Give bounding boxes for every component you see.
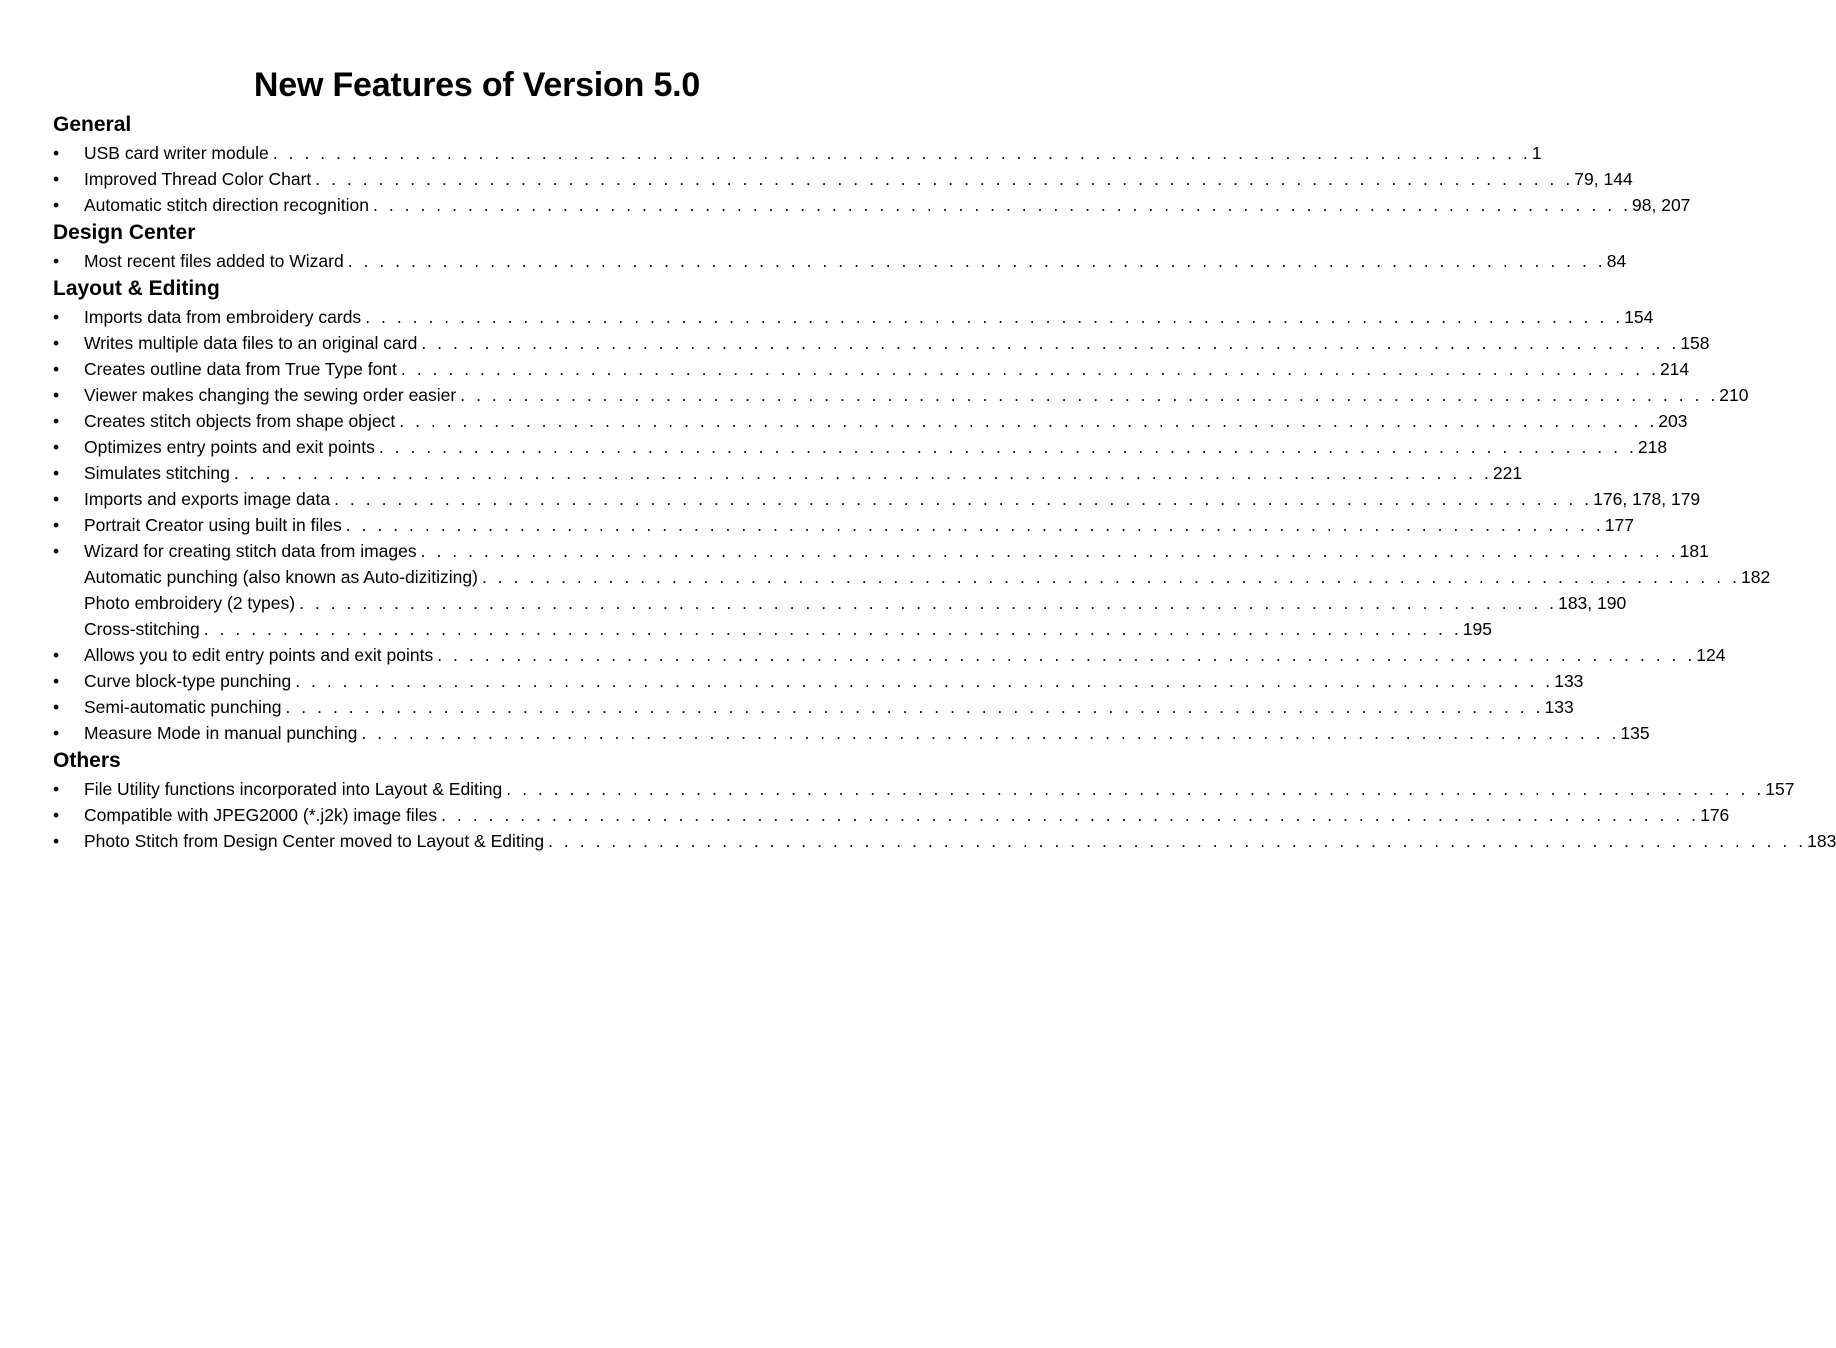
feature-label: Automatic punching (also known as Auto-dizitizing): [84, 564, 482, 590]
page-reference: 176, 178, 179: [1593, 489, 1701, 509]
dot-leader: . . . . . . . . . . . . . . . . . . . . . . . . . . . . . . . . . . . . . . . . . . . . . . . . . . . . . . . . . . . . . . . . . . . . . . . . . . . . . . . .: [345, 515, 1604, 535]
feature-label: Allows you to edit entry points and exit points: [84, 642, 437, 668]
bullet-icon: •: [53, 143, 60, 163]
dot-leader: . . . . . . . . . . . . . . . . . . . . . . . . . . . . . . . . . . . . . . . . . . . . . . . . . . . . . . . . . . . . . . . . . . . . . . . . . . . . . . . .: [203, 619, 1462, 639]
section: [53, 110, 1691, 218]
toc-entry-line: [84, 408, 1688, 434]
toc-entry-line: [84, 776, 1795, 802]
page-reference: 158: [1680, 333, 1710, 353]
feature-label: Cross-stitching: [84, 616, 204, 642]
page-reference: 181: [1679, 541, 1709, 561]
toc-entry: [53, 434, 1668, 460]
section: [53, 274, 1771, 746]
bullet-icon: •: [53, 831, 60, 851]
toc-entry: [53, 248, 1627, 274]
section: [53, 746, 1836, 854]
bullet-icon: •: [53, 169, 60, 189]
section: [53, 218, 1627, 274]
toc-entry: [53, 720, 1650, 746]
feature-label: Automatic stitch direction recognition: [84, 192, 373, 218]
bullet-icon: •: [53, 195, 60, 215]
dot-leader: . . . . . . . . . . . . . . . . . . . . . . . . . . . . . . . . . . . . . . . . . . . . . . . . . . . . . . . . . . . . . . . . . . . . . . . . . . . . . . . .: [420, 541, 1679, 561]
page-reference: 183: [1807, 831, 1836, 851]
toc-entry: [53, 694, 1574, 720]
feature-label: Improved Thread Color Chart: [84, 166, 315, 192]
page-reference: 124: [1696, 645, 1726, 665]
bullet-icon: •: [53, 515, 60, 535]
feature-label: Imports data from embroidery cards: [84, 304, 365, 330]
feature-label: Measure Mode in manual punching: [84, 720, 361, 746]
toc-entry-line: [84, 460, 1523, 486]
toc-entry: [53, 382, 1749, 408]
page-reference: 133: [1544, 697, 1574, 717]
toc-entry: [53, 460, 1523, 486]
dot-leader: . . . . . . . . . . . . . . . . . . . . . . . . . . . . . . . . . . . . . . . . . . . . . . . . . . . . . . . . . . . . . . . . . . . . . . . . . . . . . . . .: [481, 567, 1740, 587]
toc-entry-line: [84, 828, 1836, 854]
toc-entry-line: [84, 590, 1627, 616]
feature-label: Compatible with JPEG2000 (*.j2k) image files: [84, 802, 441, 828]
feature-label: USB card writer module: [84, 140, 273, 166]
dot-leader: . . . . . . . . . . . . . . . . . . . . . . . . . . . . . . . . . . . . . . . . . . . . . . . . . . . . . . . . . . . . . . . . . . . . . . . . . . . . . . . .: [365, 307, 1624, 327]
toc-entry-line: [84, 694, 1574, 720]
bullet-icon: •: [53, 333, 60, 353]
toc-entry: [53, 802, 1730, 828]
toc-entry-line: [84, 382, 1749, 408]
page-reference: 133: [1554, 671, 1584, 691]
bullet-icon: •: [53, 671, 60, 691]
toc-entry-line: [84, 304, 1654, 330]
feature-label: Semi-automatic punching: [84, 694, 285, 720]
toc-entry-line: [84, 486, 1701, 512]
bullet-icon: •: [53, 805, 60, 825]
bullet-icon: •: [53, 541, 60, 561]
feature-list: [53, 110, 1836, 854]
bullet-icon: •: [53, 411, 60, 431]
toc-entry: [53, 616, 1492, 642]
bullet-icon: •: [53, 463, 60, 483]
toc-entry-line: [84, 140, 1542, 166]
toc-entry: [53, 192, 1691, 218]
bullet-icon: •: [53, 437, 60, 457]
bullet-icon: •: [53, 307, 60, 327]
toc-entry-line: [84, 330, 1710, 356]
bullet-icon: •: [53, 251, 60, 271]
dot-leader: . . . . . . . . . . . . . . . . . . . . . . . . . . . . . . . . . . . . . . . . . . . . . . . . . . . . . . . . . . . . . . . . . . . . . . . . . . . . . . . .: [548, 831, 1807, 851]
dot-leader: . . . . . . . . . . . . . . . . . . . . . . . . . . . . . . . . . . . . . . . . . . . . . . . . . . . . . . . . . . . . . . . . . . . . . . . . . . . . . . . .: [315, 169, 1574, 189]
dot-leader: . . . . . . . . . . . . . . . . . . . . . . . . . . . . . . . . . . . . . . . . . . . . . . . . . . . . . . . . . . . . . . . . . . . . . . . . . . . . . . . .: [460, 385, 1719, 405]
toc-entry: [53, 166, 1633, 192]
page-reference: 177: [1604, 515, 1634, 535]
feature-label: File Utility functions incorporated into Layout & Editing: [84, 776, 506, 802]
toc-entry: [53, 564, 1771, 590]
bullet-icon: •: [53, 779, 60, 799]
toc-entry: [53, 668, 1584, 694]
feature-label: Creates stitch objects from shape object: [84, 408, 399, 434]
page-reference: 214: [1659, 359, 1690, 379]
page-reference: 210: [1719, 385, 1749, 405]
toc-entry-line: [84, 720, 1650, 746]
dot-leader: . . . . . . . . . . . . . . . . . . . . . . . . . . . . . . . . . . . . . . . . . . . . . . . . . . . . . . . . . . . . . . . . . . . . . . . . . . . . . . . .: [285, 697, 1544, 717]
dot-leader: . . . . . . . . . . . . . . . . . . . . . . . . . . . . . . . . . . . . . . . . . . . . . . . . . . . . . . . . . . . . . . . . . . . . . . . . . . . . . . . .: [506, 779, 1765, 799]
toc-entry: [53, 356, 1690, 382]
bullet-icon: •: [53, 359, 60, 379]
feature-label: Photo Stitch from Design Center moved to Layout & Editing: [84, 828, 548, 854]
toc-entry-line: [84, 356, 1690, 382]
dot-leader: . . . . . . . . . . . . . . . . . . . . . . . . . . . . . . . . . . . . . . . . . . . . . . . . . . . . . . . . . . . . . . . . . . . . . . . . . . . . . . . .: [373, 195, 1632, 215]
page-reference: 79, 144: [1574, 169, 1633, 189]
bullet-icon: •: [53, 385, 60, 405]
dot-leader: . . . . . . . . . . . . . . . . . . . . . . . . . . . . . . . . . . . . . . . . . . . . . . . . . . . . . . . . . . . . . . . . . . . . . . . . . . . . . . . .: [295, 671, 1554, 691]
bullet-icon: •: [53, 645, 60, 665]
page-reference: 182: [1740, 567, 1771, 587]
toc-entry-line: [84, 512, 1634, 538]
toc-entry-line: [84, 192, 1691, 218]
section-heading: Design Center: [53, 221, 196, 244]
feature-label: Optimizes entry points and exit points: [84, 434, 379, 460]
page-title: New Features of Version 5.0: [253, 65, 701, 104]
section-heading: Layout & Editing: [53, 277, 220, 300]
bullet-icon: •: [53, 723, 60, 743]
dot-leader: . . . . . . . . . . . . . . . . . . . . . . . . . . . . . . . . . . . . . . . . . . . . . . . . . . . . . . . . . . . . . . . . . . . . . . . . . . . . . . . .: [347, 251, 1606, 271]
page-reference: 195: [1462, 619, 1492, 639]
toc-entry: [53, 642, 1726, 668]
toc-entry-line: [84, 434, 1668, 460]
page-reference: 183, 190: [1558, 593, 1627, 613]
dot-leader: . . . . . . . . . . . . . . . . . . . . . . . . . . . . . . . . . . . . . . . . . . . . . . . . . . . . . . . . . . . . . . . . . . . . . . . . . . . . . . . .: [233, 463, 1492, 483]
feature-label: Portrait Creator using built in files: [84, 512, 346, 538]
toc-entry-line: [84, 166, 1633, 192]
section-heading: General: [53, 113, 132, 136]
toc-entry-line: [84, 616, 1492, 642]
toc-entry: [53, 590, 1627, 616]
toc-entry: [53, 304, 1654, 330]
toc-entry-line: [84, 564, 1771, 590]
bullet-icon: •: [53, 697, 60, 717]
toc-entry-line: [84, 802, 1730, 828]
dot-leader: . . . . . . . . . . . . . . . . . . . . . . . . . . . . . . . . . . . . . . . . . . . . . . . . . . . . . . . . . . . . . . . . . . . . . . . . . . . . . . . .: [437, 645, 1696, 665]
feature-label: Simulates stitching: [84, 460, 234, 486]
toc-entry: [53, 330, 1710, 356]
dot-leader: . . . . . . . . . . . . . . . . . . . . . . . . . . . . . . . . . . . . . . . . . . . . . . . . . . . . . . . . . . . . . . . . . . . . . . . . . . . . . . . .: [399, 411, 1658, 431]
page-reference: 84: [1606, 251, 1627, 271]
page-reference: 98, 207: [1632, 195, 1691, 215]
dot-leader: . . . . . . . . . . . . . . . . . . . . . . . . . . . . . . . . . . . . . . . . . . . . . . . . . . . . . . . . . . . . . . . . . . . . . . . . . . . . . . . .: [334, 489, 1593, 509]
toc-entry: [53, 512, 1634, 538]
toc-entry: [53, 486, 1701, 512]
feature-label: Wizard for creating stitch data from images: [84, 538, 421, 564]
toc-entry: [53, 776, 1795, 802]
page-reference: 154: [1624, 307, 1654, 327]
page-reference: 176: [1700, 805, 1730, 825]
feature-label: Imports and exports image data: [84, 486, 334, 512]
page-reference: 135: [1620, 723, 1650, 743]
feature-label: Most recent files added to Wizard: [84, 248, 348, 274]
dot-leader: . . . . . . . . . . . . . . . . . . . . . . . . . . . . . . . . . . . . . . . . . . . . . . . . . . . . . . . . . . . . . . . . . . . . . . . . . . . . . . . .: [441, 805, 1700, 825]
toc-entry-line: [84, 642, 1726, 668]
toc-entry: [53, 408, 1688, 434]
feature-label: Curve block-type punching: [84, 668, 295, 694]
page-reference: 203: [1658, 411, 1688, 431]
toc-entry-line: [84, 668, 1584, 694]
toc-entry-line: [84, 538, 1709, 564]
page-reference: 1: [1531, 143, 1542, 163]
dot-leader: . . . . . . . . . . . . . . . . . . . . . . . . . . . . . . . . . . . . . . . . . . . . . . . . . . . . . . . . . . . . . . . . . . . . . . . . . . . . . . . .: [299, 593, 1558, 613]
dot-leader: . . . . . . . . . . . . . . . . . . . . . . . . . . . . . . . . . . . . . . . . . . . . . . . . . . . . . . . . . . . . . . . . . . . . . . . . . . . . . . . .: [361, 723, 1620, 743]
bullet-icon: •: [53, 489, 60, 509]
toc-entry-line: [84, 248, 1627, 274]
page-reference: 157: [1765, 779, 1795, 799]
page-reference: 218: [1637, 437, 1668, 457]
section-heading: Others: [53, 749, 121, 772]
feature-label: Photo embroidery (2 types): [84, 590, 299, 616]
dot-leader: . . . . . . . . . . . . . . . . . . . . . . . . . . . . . . . . . . . . . . . . . . . . . . . . . . . . . . . . . . . . . . . . . . . . . . . . . . . . . . . .: [272, 143, 1531, 163]
page-reference: 221: [1492, 463, 1523, 483]
toc-entry: [53, 538, 1709, 564]
feature-label: Writes multiple data files to an original card: [84, 330, 421, 356]
feature-label: Viewer makes changing the sewing order easier: [84, 382, 460, 408]
toc-entry: [53, 140, 1542, 166]
toc-entry: [53, 828, 1836, 854]
dot-leader: . . . . . . . . . . . . . . . . . . . . . . . . . . . . . . . . . . . . . . . . . . . . . . . . . . . . . . . . . . . . . . . . . . . . . . . . . . . . . . . .: [421, 333, 1680, 353]
feature-label: Creates outline data from True Type font: [84, 356, 401, 382]
dot-leader: . . . . . . . . . . . . . . . . . . . . . . . . . . . . . . . . . . . . . . . . . . . . . . . . . . . . . . . . . . . . . . . . . . . . . . . . . . . . . . . .: [400, 359, 1659, 379]
dot-leader: . . . . . . . . . . . . . . . . . . . . . . . . . . . . . . . . . . . . . . . . . . . . . . . . . . . . . . . . . . . . . . . . . . . . . . . . . . . . . . . .: [378, 437, 1637, 457]
